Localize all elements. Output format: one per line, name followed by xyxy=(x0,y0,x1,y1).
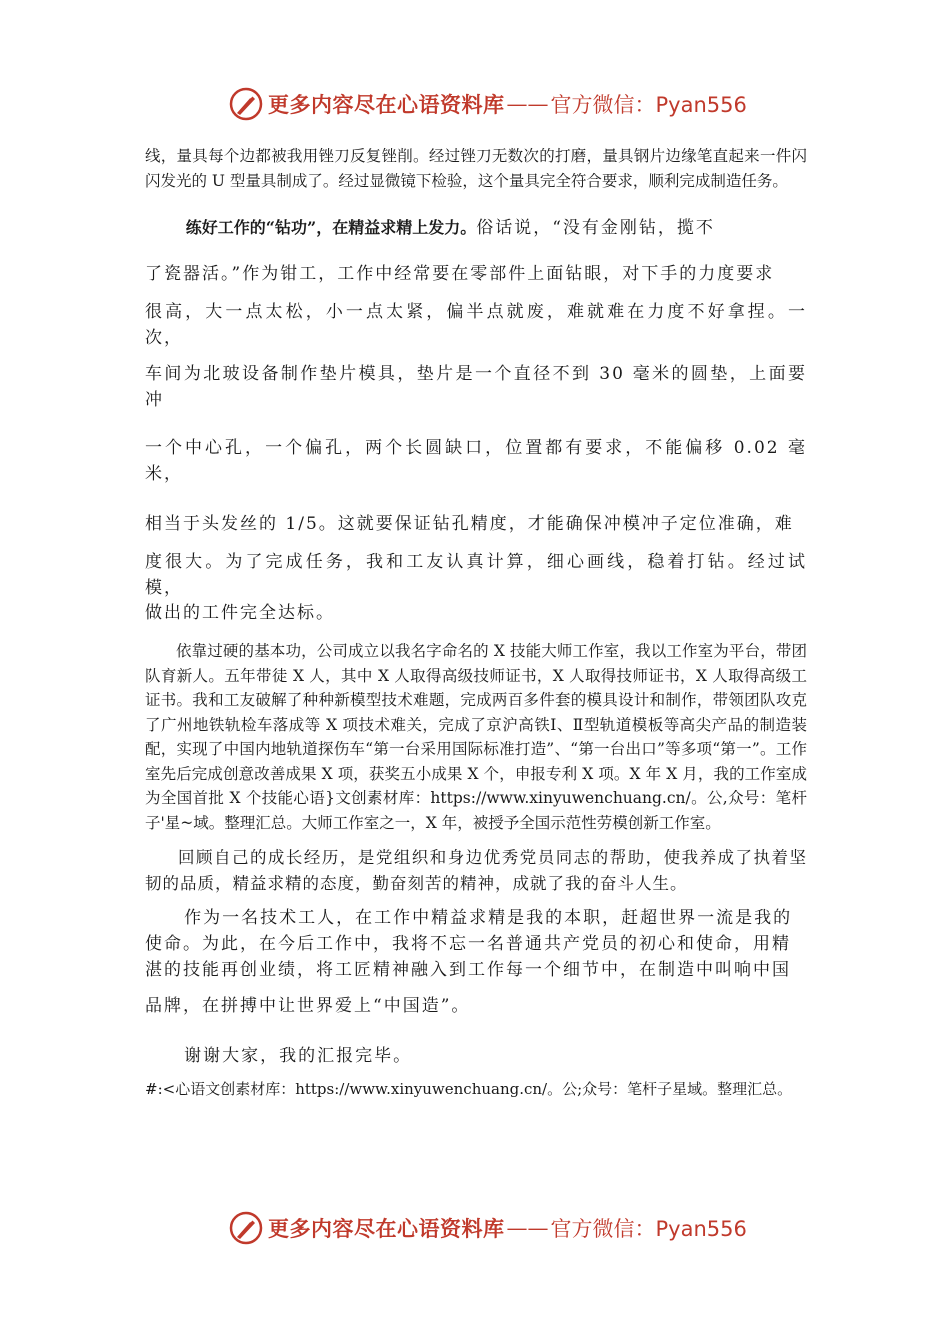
banner-separator: —— xyxy=(506,92,549,116)
closing-remark: 谢谢大家，我的汇报完毕。 xyxy=(184,1046,413,1066)
banner-separator: —— xyxy=(506,1216,549,1240)
paragraph-2-line-4: 车间为北玻设备制作垫片模具，垫片是一个直径不到 30 毫米的圆垫，上面要冲 xyxy=(145,364,807,410)
paragraph-5-line-3: 湛的技能再创业绩，将工匠精神融入到工作每一个细节中，在制造中叫响中国 xyxy=(145,960,791,980)
paragraph-2 xyxy=(145,215,807,625)
paragraph-2-line-7: 度很大。为了完成任务，我和工友认真计算，细心画线，稳着打钻。经过试模， xyxy=(145,552,807,598)
pen-logo-icon xyxy=(228,1210,264,1246)
pen-logo-icon xyxy=(228,86,264,122)
paragraph-2-line-2: 了瓷器活。”作为钳工，工作中经常要在零部件上面钻眼，对下手的力度要求 xyxy=(145,264,775,284)
paragraph-4: 回顾自己的成长经历，是党组织和身边优秀党员同志的帮助，使我养成了执着坚韧的品质，精益求精的态度，勤奋刻苦的精神，成就了我的奋斗人生。 xyxy=(145,848,807,893)
paragraph-2-line-8: 做出的工件完全达标。 xyxy=(145,603,335,623)
banner-wechat: 官方微信：Pyan556 xyxy=(550,1217,747,1241)
paragraph-2-line-1: 俗话说，“没有金刚钻，揽不 xyxy=(476,218,715,238)
paragraph-5 xyxy=(145,905,807,1019)
document-body xyxy=(145,144,807,1101)
banner-wechat: 官方微信：Pyan556 xyxy=(550,93,747,117)
paragraph-1: 线，量具每个边都被我用锉刀反复锉削。经过锉刀无数次的打磨，量具钢片边缘笔直起来一件闪闪发光的 U 型量具制成了。经过显微镜下检验，这个量具完全符合要求，顺利完成制造任务。 xyxy=(145,147,807,190)
paragraph-5-line-2: 使命。为此，在今后工作中，我将不忘一名普通共产党员的初心和使命，用精 xyxy=(145,934,791,954)
paragraph-3: 依靠过硬的基本功，公司成立以我名字命名的 X 技能大师工作室，我以工作室为平台，带团队育新人。五年带徒 X 人，其中 X 人取得高级技师证书，X 人取得技师证书，X 人取得高级工证书。我和工友破解了种种新模型技术难题，完成两百多件套的模具设计和制作，带领团队攻克了广州地铁轨检车落成等 X 项技术难关，完成了京沪高铁Ⅰ、Ⅱ型轨道模板等高尖产品的制造装配，实现了中国内地轨道探伤车“第一台采用国际标准打造”、“第一台出口”等多项“第一”。工作室先后完成创意改善成果 X 项，获奖五小成果 X 个，申报专利 X 项。X 年 X 月，我的工作室成为全国首批 X 个技能心语}文创素材库：https://www.xinyuwenchuang.cn/。公,众号：笔杆子'星~域。整理汇总。大师工作室之一，X 年，被授予全国示范性劳模创新工作室。 xyxy=(145,642,807,832)
paragraph-2-line-6: 相当于头发丝的 1/5。这就要保证钻孔精度，才能确保冲模冲子定位准确，难 xyxy=(145,514,794,534)
header-banner xyxy=(0,82,950,126)
banner-title: 更多内容尽在心语资料库 xyxy=(268,92,505,117)
banner-title: 更多内容尽在心语资料库 xyxy=(268,1216,505,1241)
paragraph-2-line-5: 一个中心孔，一个偏孔，两个长圆缺口，位置都有要求，不能偏移 0.02 毫米， xyxy=(145,438,807,484)
paragraph-2-heading: 练好工作的“钻功”，在精益求精上发力。 xyxy=(185,218,477,237)
paragraph-2-line-3: 很高，大一点太松，小一点太紧，偏半点就废，难就难在力度不好拿捏。一次， xyxy=(145,302,807,348)
paragraph-5-line-4: 品牌，在拼搏中让世界爱上“中国造”。 xyxy=(145,996,471,1016)
paragraph-5-line-1: 作为一名技术工人，在工作中精益求精是我的本职，赶超世界一流是我的 xyxy=(184,908,793,928)
footer-banner xyxy=(0,1206,950,1250)
source-note: #:<心语文创素材库：https://www.xinyuwenchuang.cn/。公;众号：笔杆子星域。整理汇总。 xyxy=(145,1080,793,1098)
